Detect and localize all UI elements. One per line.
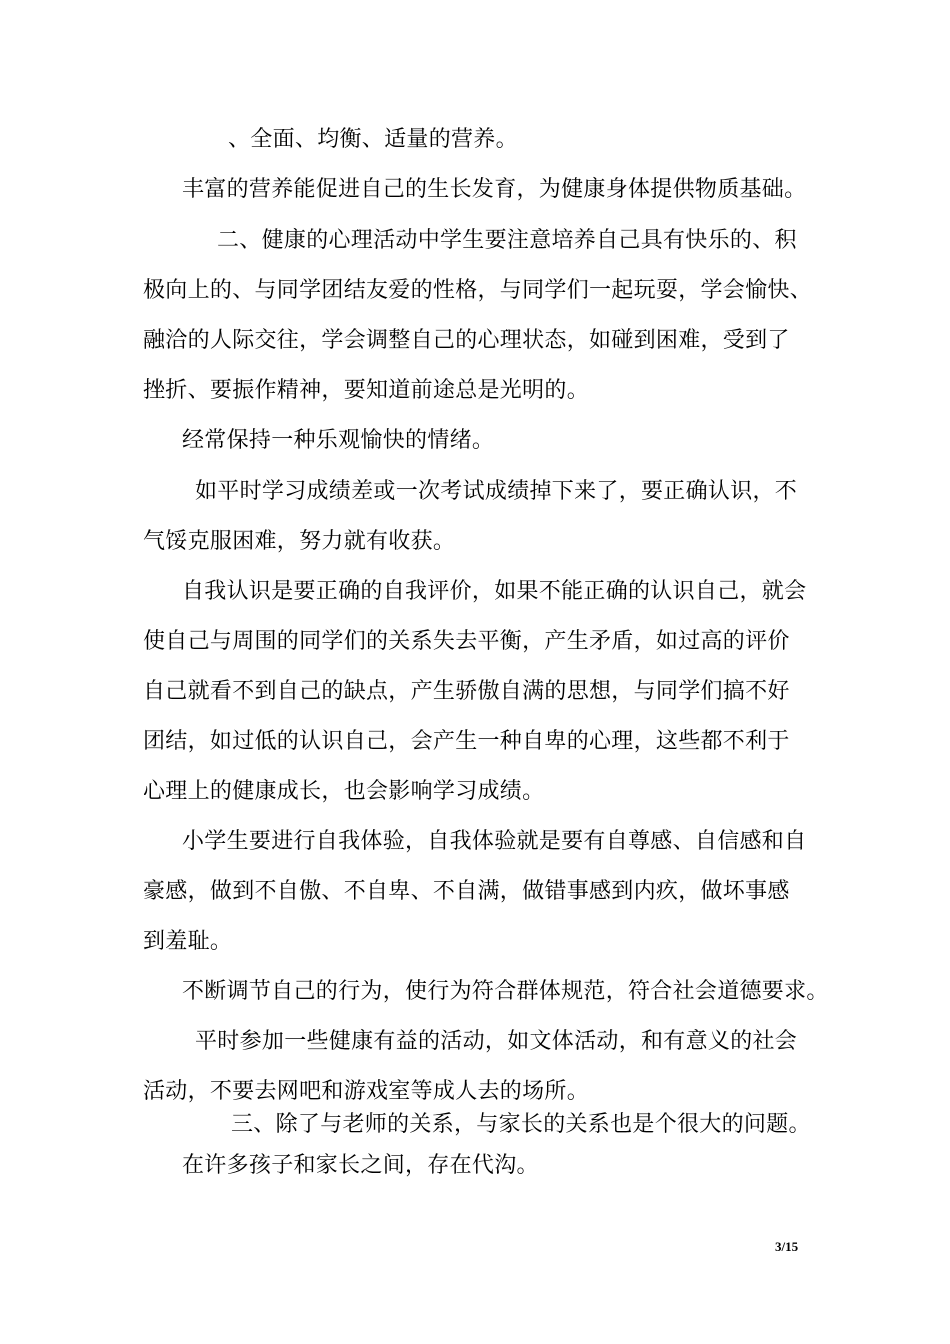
text-line: 到羞耻。 xyxy=(143,929,233,954)
text-line: 心理上的健康成长，也会影响学习成绩。 xyxy=(143,779,545,804)
text-line: 活动，不要去网吧和游戏室等成人去的场所。 xyxy=(143,1079,590,1104)
text-line: 豪感，做到不自傲、不自卑、不自满，做错事感到内疚，做坏事感 xyxy=(143,879,790,904)
text-line: 团结，如过低的认识自己，会产生一种自卑的心理，这些都不利于 xyxy=(143,729,790,754)
text-line: 气馁克服困难，努力就有收获。 xyxy=(143,529,456,554)
text-line: 、全面、均衡、适量的营养。 xyxy=(228,127,518,152)
text-line: 二、健康的心理活动中学生要注意培养自己具有快乐的、积 xyxy=(217,228,797,253)
text-line: 平时参加一些健康有益的活动，如文体活动，和有意义的社会 xyxy=(195,1029,798,1054)
text-line: 经常保持一种乐观愉快的情绪。 xyxy=(182,428,495,453)
text-line: 在许多孩子和家长之间，存在代沟。 xyxy=(182,1153,539,1178)
text-line: 极向上的、与同学团结友爱的性格，与同学们一起玩耍，学会愉快、 xyxy=(143,278,813,303)
text-line: 自我认识是要正确的自我评价，如果不能正确的认识自己，就会 xyxy=(182,579,807,604)
text-line: 融洽的人际交往，学会调整自己的心理状态，如碰到困难，受到了 xyxy=(143,328,790,353)
text-line: 小学生要进行自我体验，自我体验就是要有自尊感、自信感和自 xyxy=(182,829,807,854)
text-line: 不断调节自己的行为，使行为符合群体规范，符合社会道德要求。 xyxy=(182,979,829,1004)
text-line: 使自己与周围的同学们的关系失去平衡，产生矛盾，如过高的评价 xyxy=(143,629,790,654)
text-line: 三、除了与老师的关系，与家长的关系也是个很大的问题。 xyxy=(231,1112,811,1137)
text-line: 丰富的营养能促进自己的生长发育，为健康身体提供物质基础。 xyxy=(182,177,807,202)
text-line: 自己就看不到自己的缺点，产生骄傲自满的思想，与同学们搞不好 xyxy=(143,679,790,704)
text-line: 如平时学习成绩差或一次考试成绩掉下来了，要正确认识，不 xyxy=(195,479,798,504)
text-line: 挫折、要振作精神，要知道前途总是光明的。 xyxy=(143,378,590,403)
page-number: 3/15 xyxy=(775,1239,799,1254)
